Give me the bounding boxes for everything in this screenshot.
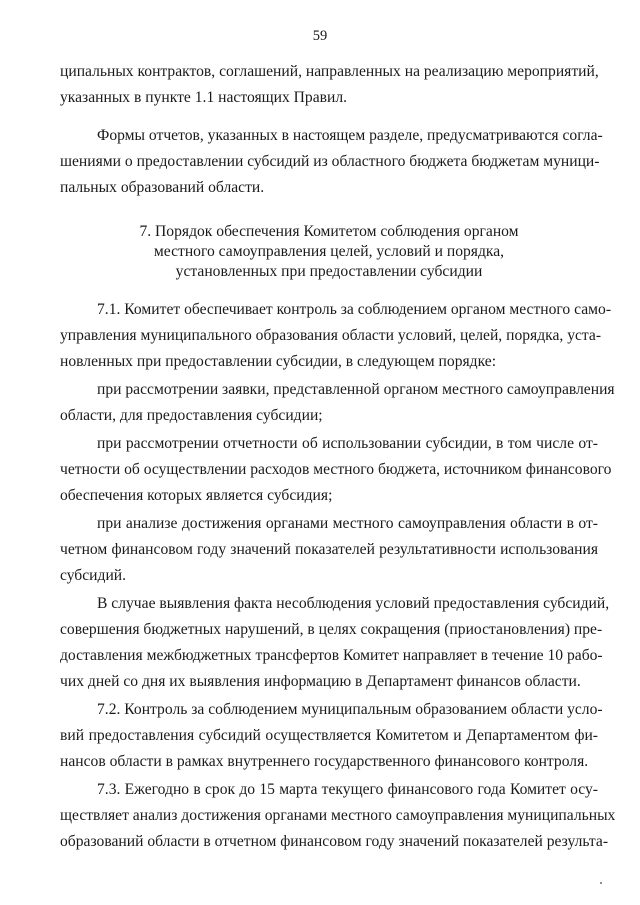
text-line: обеспечения которых является субсидия;: [60, 487, 333, 504]
text-line: новленных при предоставлении субсидии, в следующем порядке:: [60, 353, 497, 370]
section-heading-line: установленных при предоставлении субсидии: [175, 263, 483, 280]
text-line: доставления межбюджетных трансфертов Комитет направляет в течение 10 рабо-: [60, 647, 603, 664]
text-line: 7.2. Контроль за соблюдением муниципальным образованием области усло-: [97, 701, 603, 718]
text-line: пальных образований области.: [60, 179, 265, 196]
text-line: нансов области в рамках внутреннего государственного финансового контроля.: [60, 753, 589, 770]
text-line: четности об осуществлении расходов местного бюджета, источником финансового: [60, 461, 612, 478]
text-line: четном финансовом году значений показателей результативности использования: [60, 541, 598, 558]
text-line: ществляет анализ достижения органами местного самоуправления муниципальных: [60, 807, 616, 824]
text-line: области, для предоставления субсидии;: [60, 407, 323, 424]
text-line: вий предоставления субсидий осуществляется Комитетом и Департаментом фи-: [60, 727, 598, 744]
text-line: шениями о предоставлении субсидий из областного бюджета бюджетам муници-: [60, 153, 600, 170]
text-line: чих дней со дня их выявления информацию в Департамент финансов области.: [60, 673, 581, 690]
text-line: совершения бюджетных нарушений, в целях сокращения (приостановления) пре-: [60, 621, 603, 638]
text-line: ципальных контрактов, соглашений, направленных на реализацию мероприятий,: [60, 63, 599, 80]
text-line: Формы отчетов, указанных в настоящем разделе, предусматриваются согла-: [97, 127, 603, 144]
text-line: при анализе достижения органами местного самоуправления области в от-: [97, 515, 598, 532]
text-line: субсидий.: [60, 567, 127, 584]
scan-speck: [600, 882, 602, 884]
text-line: при рассмотрении отчетности об использовании субсидии, в том числе от-: [97, 435, 598, 452]
text-line: В случае выявления факта несоблюдения условий предоставления субсидий,: [97, 595, 610, 612]
text-line: 7.1. Комитет обеспечивает контроль за соблюдением органом местного само-: [97, 301, 612, 318]
page-number: 59: [312, 28, 328, 44]
section-heading-line: 7. Порядок обеспечения Комитетом соблюдения органом: [139, 223, 519, 240]
text-line: образований области в отчетном финансовом году значений показателей результа-: [60, 833, 609, 850]
section-heading-line: местного самоуправления целей, условий и порядка,: [153, 243, 505, 260]
text-line: управления муниципального образования области условий, целей, порядка, уста-: [60, 327, 602, 344]
text-line: указанных в пункте 1.1 настоящих Правил.: [60, 89, 348, 106]
text-line: 7.3. Ежегодно в срок до 15 марта текущего финансового года Комитет осу-: [97, 781, 598, 798]
text-line: при рассмотрении заявки, представленной органом местного самоуправления: [97, 381, 615, 398]
